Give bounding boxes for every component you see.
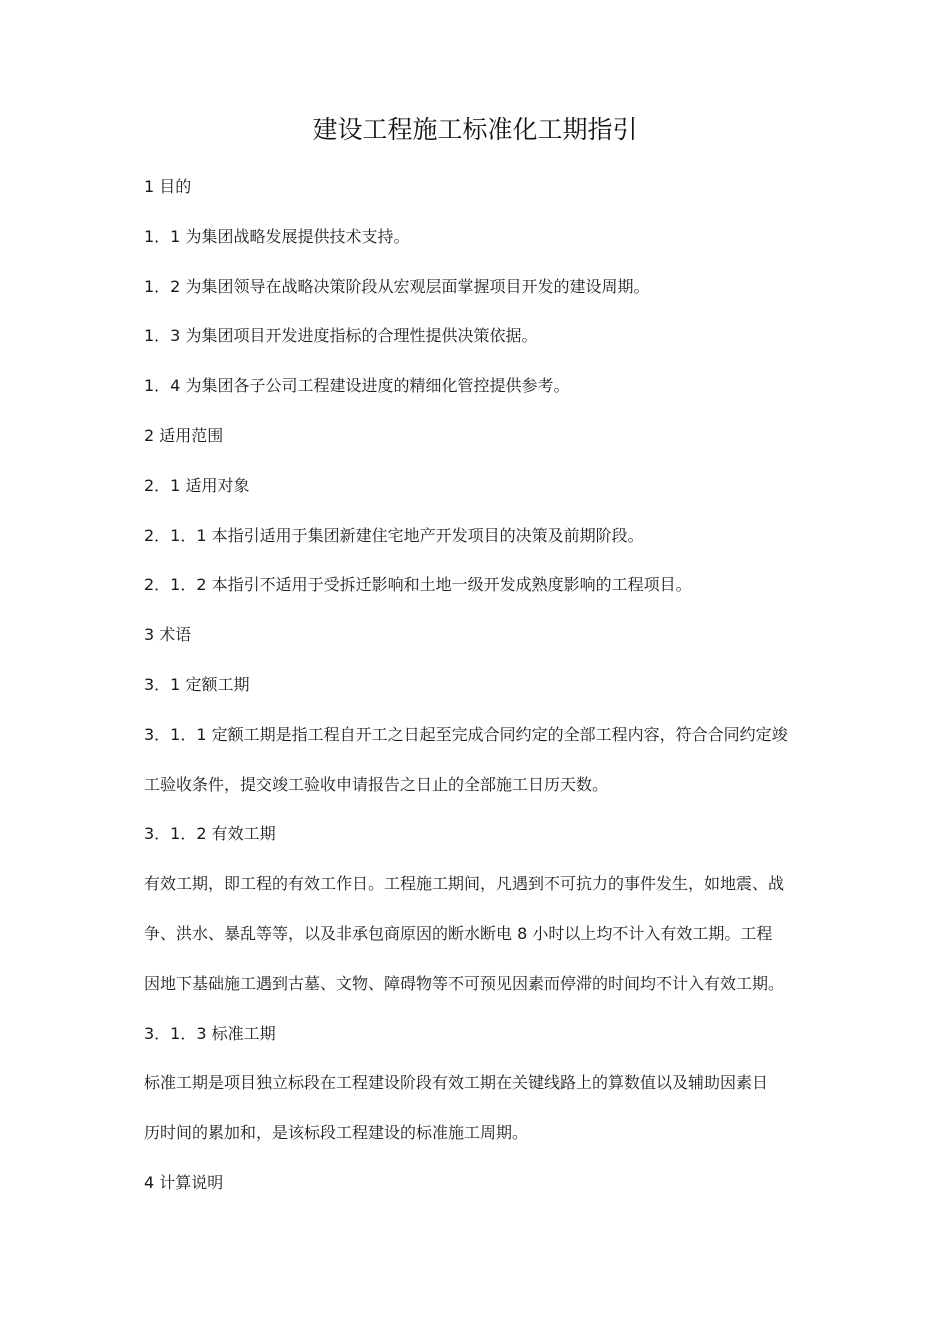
paragraph-effective-period-line-1: 有效工期，即工程的有效工作日。工程施工期间，凡遇到不可抗力的事件发生，如地震、战 xyxy=(144,874,785,894)
clause-2-1-2: 2．1．2 本指引不适用于受拆迁影响和土地一级开发成熟度影响的工程项目。 xyxy=(144,575,692,595)
section-heading-1: 1 目的 xyxy=(144,177,192,196)
document-title: 建设工程施工标准化工期指引 xyxy=(312,115,638,144)
subsection-heading-2-1: 2．1 适用对象 xyxy=(144,475,250,495)
paragraph-effective-period-line-2: 争、洪水、暴乱等等，以及非承包商原因的断水断电 8 小时以上均不计入有效工期。工程 xyxy=(144,923,773,943)
paragraph-effective-period-line-3: 因地下基础施工遇到古墓、文物、障碍物等不可预见因素而停滞的时间均不计入有效工期。 xyxy=(144,973,785,993)
subsection-heading-3-1: 3．1 定额工期 xyxy=(144,674,250,694)
document-body xyxy=(144,172,808,1218)
clause-2-1-1: 2．1．1 本指引适用于集团新建住宅地产开发项目的决策及前期阶段。 xyxy=(144,525,644,545)
clause-1-3: 1．3 为集团项目开发进度指标的合理性提供决策依据。 xyxy=(144,326,538,346)
section-heading-2: 2 适用范围 xyxy=(144,425,224,445)
clause-3-1-1-line-2: 工验收条件，提交竣工验收申请报告之日止的全部施工日历天数。 xyxy=(144,774,609,794)
paragraph-standard-period-line-2: 历时间的累加和，是该标段工程建设的标准施工周期。 xyxy=(144,1123,529,1143)
clause-1-4: 1．4 为集团各子公司工程建设进度的精细化管控提供参考。 xyxy=(144,376,570,396)
clause-1-1: 1．1 为集团战略发展提供技术支持。 xyxy=(144,226,410,246)
paragraph-standard-period-line-1: 标准工期是项目独立标段在工程建设阶段有效工期在关键线路上的算数值以及辅助因素日 xyxy=(144,1073,769,1093)
section-heading-4: 4 计算说明 xyxy=(144,1172,224,1192)
subsection-heading-3-1-3: 3．1．3 标准工期 xyxy=(144,1023,276,1043)
subsection-heading-3-1-2: 3．1．2 有效工期 xyxy=(144,824,276,844)
section-heading-3: 3 术语 xyxy=(144,625,192,645)
clause-3-1-1-line-1: 3．1．1 定额工期是指工程自开工之日起至完成合同约定的全部工程内容，符合合同约定竣 xyxy=(144,724,788,744)
clause-1-2: 1．2 为集团领导在战略决策阶段从宏观层面掌握项目开发的建设周期。 xyxy=(144,276,650,296)
